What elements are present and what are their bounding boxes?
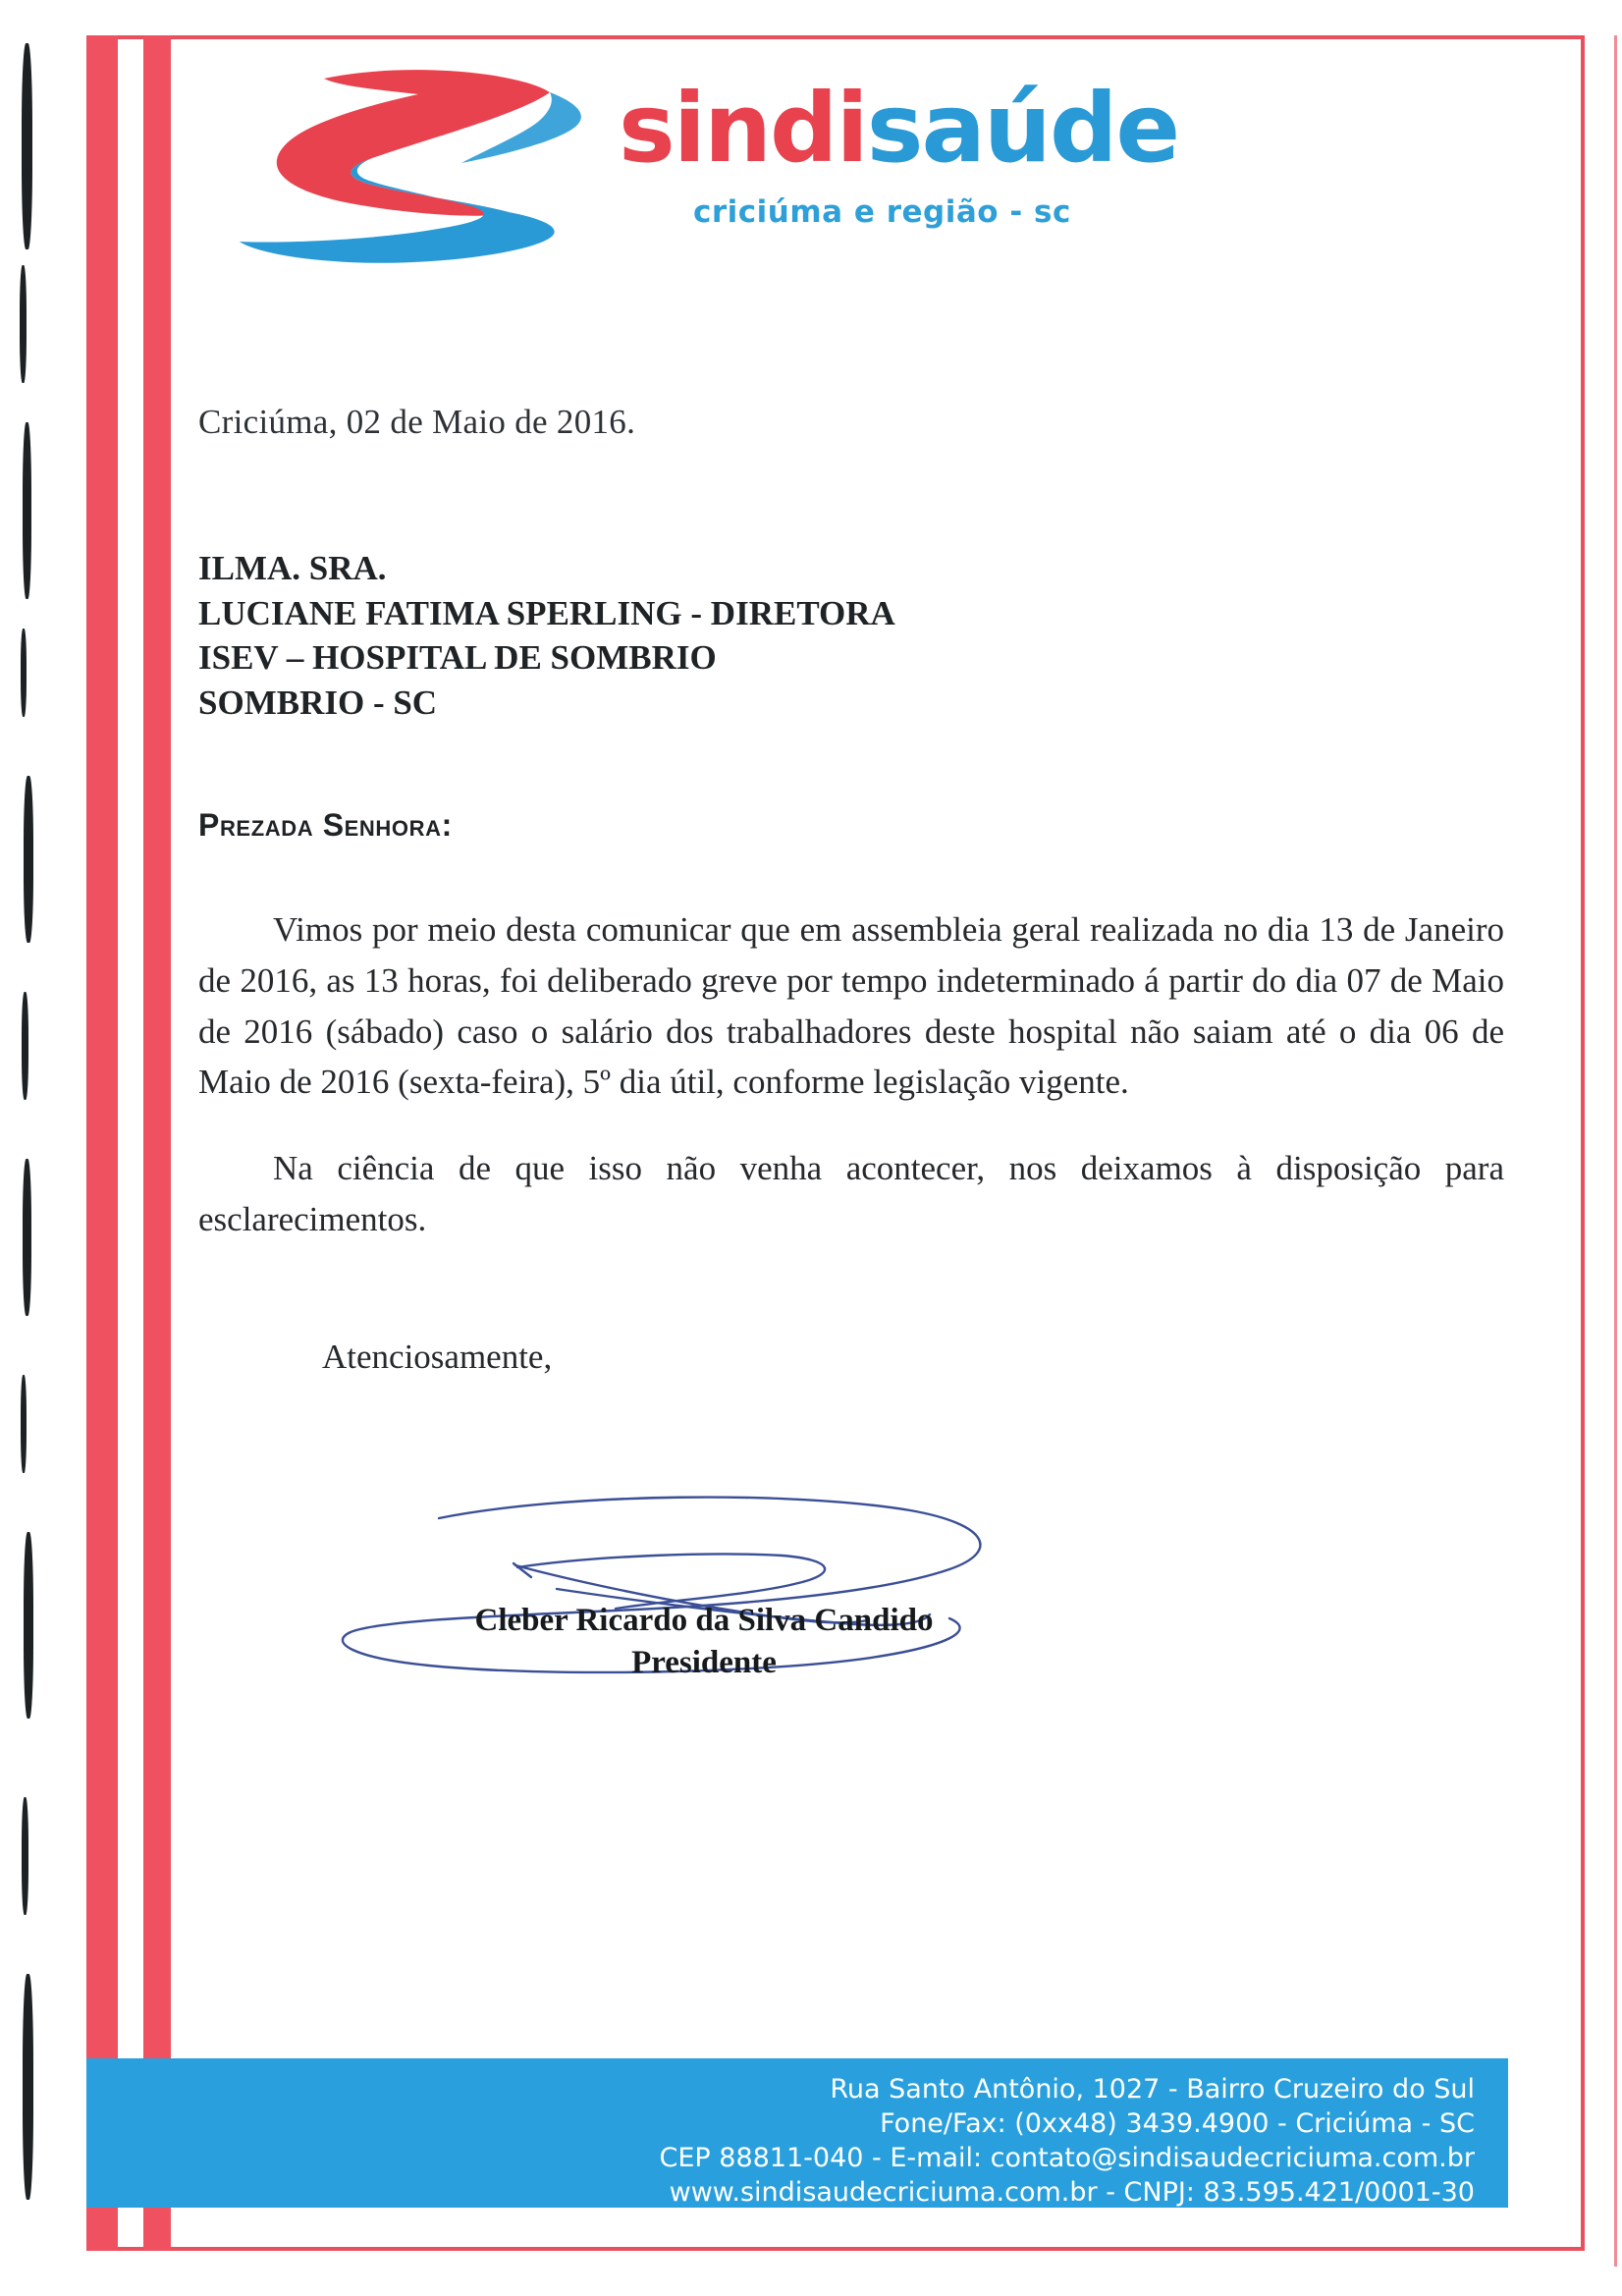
date-line: Criciúma, 02 de Maio de 2016. [198,403,636,441]
letterhead-logo [147,59,1306,295]
addressee-line-3: ISEV – HOSPITAL DE SOMBRIO [198,638,717,677]
salutation: Prezada Senhora: [198,807,453,843]
footer-contact-bar [86,2058,1508,2208]
signature-role: Presidente [631,1644,777,1680]
letter-body [198,403,1504,1730]
footer-phone-line: Fone/Fax: (0xx48) 3439.4900 - Criciúma - SC [880,2108,1475,2140]
footer-website-cnpj-line: www.sindisaudecriciuma.com.br - CNPJ: 83.595.421/0001-30 [669,2177,1475,2209]
logo-subtitle: criciúma e região - sc [693,194,1071,230]
left-stripe-inner [143,35,171,2251]
footer-address-line: Rua Santo Antônio, 1027 - Bairro Cruzeiro do Sul [830,2074,1475,2105]
logo-wordmark [619,73,1179,184]
signature-block [198,1524,1504,1730]
addressee-block [198,546,1504,725]
left-stripe-outer [86,35,118,2251]
logo-word-saude: saúde [866,73,1179,184]
addressee-line-1: ILMA. SRA. [198,549,387,587]
footer-email-line: CEP 88811-040 - E-mail: contato@sindisaudecriciuma.com.br [659,2143,1475,2174]
scan-edge-artifacts [0,0,59,2296]
logo-word-sindi: sindi [619,73,867,184]
closing-line: Atenciosamente, [322,1337,553,1376]
addressee-line-4: SOMBRIO - SC [198,683,438,722]
signature-name: Cleber Ricardo da Silva Candido [474,1602,934,1638]
swoosh-s-logo-icon [226,67,638,273]
body-paragraph-1: Vimos por meio desta comunicar que em assembleia geral realizada no dia 13 de Janeiro de 2016, as 13 horas, foi deliberado greve por tempo indeterminado á partir do dia 07 de Maio de 2016 (sábado) caso o salário dos trabalhadores deste hospital não saiam até o dia 06 de Maio de 2016 (sexta-feira), 5º dia útil, conforme legislação vigente. [198,910,1504,1102]
body-paragraph-2: Na ciência de que isso não venha acontecer, nos deixamos à disposição para esclarecimentos. [198,1149,1504,1238]
addressee-line-2: LUCIANE FATIMA SPERLING - DIRETORA [198,593,895,632]
